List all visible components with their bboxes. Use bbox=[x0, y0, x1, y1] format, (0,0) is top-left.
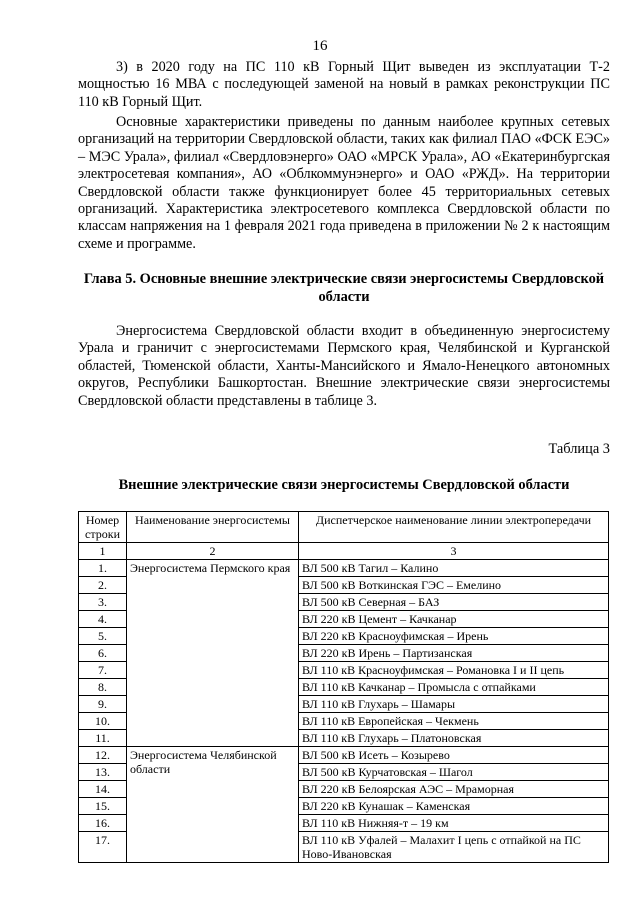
line-name-cell: ВЛ 220 кВ Ирень – Партизанская bbox=[299, 645, 609, 662]
paragraph-3 bbox=[78, 323, 610, 410]
line-name-cell: ВЛ 110 кВ Нижняя-т – 19 км bbox=[299, 815, 609, 832]
row-number-cell: 5. bbox=[79, 628, 127, 645]
paragraph-2 bbox=[78, 114, 610, 253]
table-row bbox=[79, 560, 609, 577]
row-number-cell: 2. bbox=[79, 577, 127, 594]
table-title: Внешние электрические связи энергосистемы Свердловской области bbox=[118, 477, 570, 493]
row-number-cell: 4. bbox=[79, 611, 127, 628]
row-number-cell: 8. bbox=[79, 679, 127, 696]
column-number: 3 bbox=[299, 543, 609, 560]
row-number-cell: 1. bbox=[79, 560, 127, 577]
row-number-cell: 3. bbox=[79, 594, 127, 611]
row-number-cell: 9. bbox=[79, 696, 127, 713]
table-header-row bbox=[79, 512, 609, 543]
row-number-cell: 13. bbox=[79, 764, 127, 781]
energy-system-cell: Энергосистема Челябинской области bbox=[127, 747, 299, 863]
row-number-cell: 6. bbox=[79, 645, 127, 662]
line-name-cell: ВЛ 220 кВ Белоярская АЭС – Мраморная bbox=[299, 781, 609, 798]
header-row-number: Номер строки bbox=[79, 512, 127, 543]
line-name-cell: ВЛ 110 кВ Глухарь – Шамары bbox=[299, 696, 609, 713]
header-system-name: Наименование энергосистемы bbox=[127, 512, 299, 543]
table-label: Таблица 3 bbox=[548, 441, 610, 457]
line-name-cell: ВЛ 500 кВ Курчатовская – Шагол bbox=[299, 764, 609, 781]
row-number-cell: 11. bbox=[79, 730, 127, 747]
line-name-cell: ВЛ 500 кВ Воткинская ГЭС – Емелино bbox=[299, 577, 609, 594]
row-number-cell: 12. bbox=[79, 747, 127, 764]
column-number: 2 bbox=[127, 543, 299, 560]
line-name-cell: ВЛ 220 кВ Красноуфимская – Ирень bbox=[299, 628, 609, 645]
energy-system-cell: Энергосистема Пермского края bbox=[127, 560, 299, 747]
page-number: 16 bbox=[312, 38, 328, 54]
chapter-title: Глава 5. Основные внешние электрические связи энергосистемы Свердловской области bbox=[83, 271, 605, 305]
row-number-cell: 10. bbox=[79, 713, 127, 730]
row-number-cell: 16. bbox=[79, 815, 127, 832]
line-name-cell: ВЛ 220 кВ Кунашак – Каменская bbox=[299, 798, 609, 815]
line-name-cell: ВЛ 110 кВ Европейская – Чекмень bbox=[299, 713, 609, 730]
line-name-cell: ВЛ 110 кВ Уфалей – Малахит I цепь с отпайкой на ПС Ново-Ивановская bbox=[299, 832, 609, 863]
paragraph-3-text: Энергосистема Свердловской области входит в объединенную энергосистему Урала и граничит с энергосистемами Пермского края, Челябинской и Курганской областей, Тюменской области, Ханты-Мансийского и Ямало-Ненецкого автономных округов, Республики Башкортостан. Внешние электрические связи энергосистемы Свердловской области представлены в таблице 3. bbox=[78, 323, 610, 409]
row-number-cell: 15. bbox=[79, 798, 127, 815]
line-name-cell: ВЛ 110 кВ Глухарь – Платоновская bbox=[299, 730, 609, 747]
paragraph-1 bbox=[78, 59, 610, 111]
header-line-name: Диспетчерское наименование линии электропередачи bbox=[299, 512, 609, 543]
row-number-cell: 14. bbox=[79, 781, 127, 798]
paragraph-1-text: 3) в 2020 году на ПС 110 кВ Горный Щит выведен из эксплуатации Т-2 мощностью 16 МВА с последующей заменой на новый в рамках реконструкции ПС 110 кВ Горный Щит. bbox=[78, 59, 610, 110]
line-name-cell: ВЛ 110 кВ Качканар – Промысла с отпайками bbox=[299, 679, 609, 696]
row-number-cell: 7. bbox=[79, 662, 127, 679]
line-name-cell: ВЛ 500 кВ Тагил – Калино bbox=[299, 560, 609, 577]
row-number-cell: 17. bbox=[79, 832, 127, 863]
line-name-cell: ВЛ 500 кВ Северная – БАЗ bbox=[299, 594, 609, 611]
external-links-table bbox=[78, 511, 609, 863]
column-number: 1 bbox=[79, 543, 127, 560]
line-name-cell: ВЛ 110 кВ Красноуфимская – Романовка I и II цепь bbox=[299, 662, 609, 679]
table-row bbox=[79, 747, 609, 764]
table-column-numbers-row bbox=[79, 543, 609, 560]
line-name-cell: ВЛ 500 кВ Исеть – Козырево bbox=[299, 747, 609, 764]
paragraph-2-text: Основные характеристики приведены по данным наиболее крупных сетевых организаций на территории Свердловской области, таких как филиал ПАО «ФСК ЕЭС» – МЭС Урала», филиал «Свердловэнерго» ОАО «МРСК Урала», АО «Екатеринбургская электросетевая компания», АО «Облкоммунэнерго» и ОАО «РЖД». На территории Свердловской области также функционирует более 45 территориальных сетевых организаций. Характеристика электросетевого комплекса Свердловской области по классам напряжения на 1 февраля 2021 года приведена в приложении № 2 к настоящим схеме и программе. bbox=[78, 114, 610, 252]
table-body bbox=[79, 560, 609, 863]
line-name-cell: ВЛ 220 кВ Цемент – Качканар bbox=[299, 611, 609, 628]
